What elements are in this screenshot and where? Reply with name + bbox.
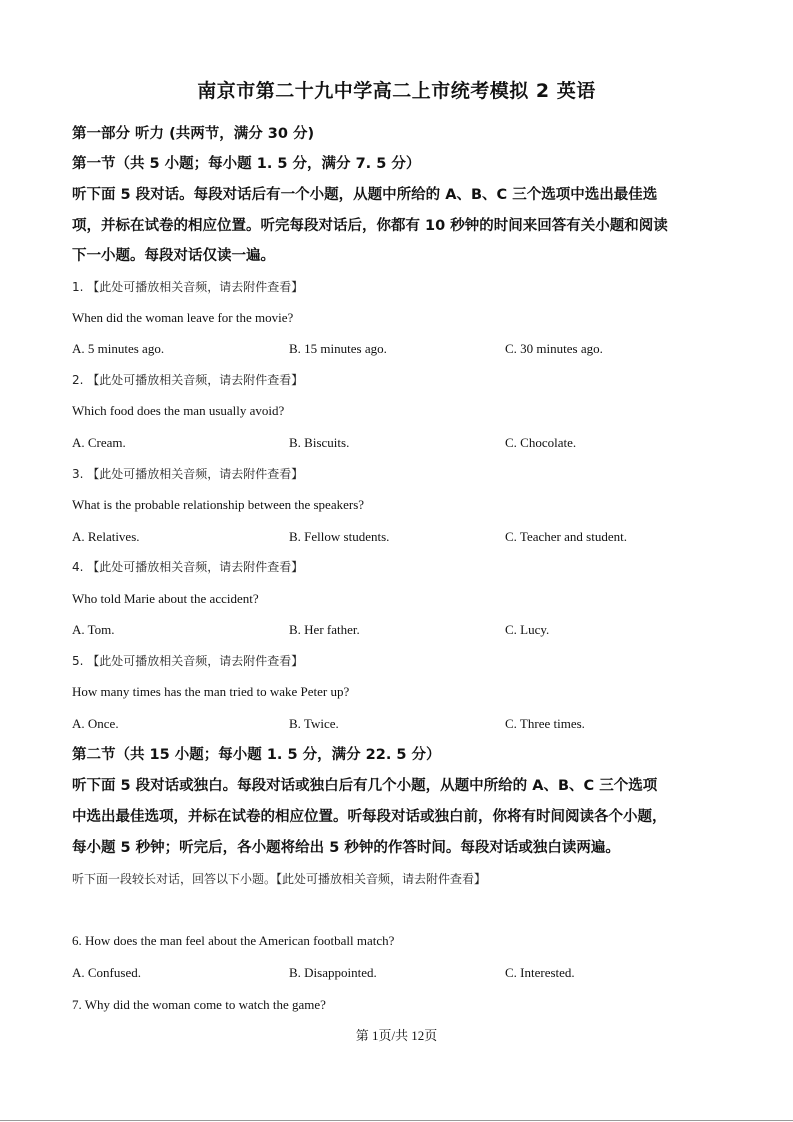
q4-option-b: B. Her father. [289, 622, 360, 637]
q6-option-c: C. Interested. [505, 965, 575, 980]
q2-text: Which food does the man usually avoid? [72, 403, 285, 418]
q4-option-c: C. Lucy. [505, 622, 550, 637]
q6-text: 6. How does the man feel about the American football match? [72, 933, 395, 948]
q3-audio-note: 3. 【此处可播放相关音频，请去附件查看】 [72, 467, 304, 481]
q7-text: 7. Why did the woman come to watch the game? [72, 997, 326, 1012]
q2-option-a: A. Cream. [72, 435, 126, 450]
q3-option-a: A. Relatives. [72, 529, 140, 544]
q5-text: How many times has the man tried to wake Peter up? [72, 684, 350, 699]
q3-option-b: B. Fellow students. [289, 529, 390, 544]
q6-option-a: A. Confused. [72, 965, 141, 980]
bottom-divider [0, 1120, 793, 1121]
section2-heading: 第二节（共 15 小题；每小题 1. 5 分，满分 22. 5 分） [72, 747, 441, 763]
q5-option-b: B. Twice. [289, 716, 339, 731]
section2-instruction-line-2: 中选出最佳选项，并标在试卷的相应位置。听每段对话或独白前，你将有时间阅读各个小题， [72, 809, 667, 825]
section1-heading: 第一节（共 5 小题；每小题 1. 5 分，满分 7. 5 分） [72, 156, 421, 172]
q6-option-b: B. Disappointed. [289, 965, 377, 980]
section2-instruction-line-3: 每小题 5 秒钟；听完后，各小题将给出 5 秒钟的作答时间。每段对话或独白读两遍。 [72, 840, 620, 856]
q2-option-c: C. Chocolate. [505, 435, 577, 450]
section1-instruction-line-3: 下一小题。每段对话仅读一遍。 [72, 248, 275, 264]
q1-option-b: B. 15 minutes ago. [289, 341, 387, 356]
q2-audio-note: 2. 【此处可播放相关音频，请去附件查看】 [72, 373, 304, 387]
page-footer: 第 1页/共 12页 [355, 1028, 438, 1043]
q3-option-c: C. Teacher and student. [505, 529, 627, 544]
section2-dialog-note: 听下面一段较长对话，回答以下小题。【此处可播放相关音频，请去附件查看】 [72, 872, 487, 886]
q1-option-a: A. 5 minutes ago. [72, 341, 165, 356]
q4-option-a: A. Tom. [72, 622, 115, 637]
q5-audio-note: 5. 【此处可播放相关音频，请去附件查看】 [72, 654, 304, 668]
q1-text: When did the woman leave for the movie? [72, 310, 294, 325]
section2-instruction-line-1: 听下面 5 段对话或独白。每段对话或独白后有几个小题，从题中所给的 A、B、C 三个选项 [72, 778, 658, 794]
page-title: 南京市第二十九中学高二上市统考模拟 2 英语 [197, 80, 596, 102]
q1-audio-note: 1. 【此处可播放相关音频，请去附件查看】 [72, 280, 304, 294]
q4-text: Who told Marie about the accident? [72, 591, 259, 606]
section1-instruction-line-2: 项，并标在试卷的相应位置。听完每段对话后，你都有 10 秒钟的时间来回答有关小题和阅读 [72, 218, 668, 234]
q2-option-b: B. Biscuits. [289, 435, 350, 450]
q4-audio-note: 4. 【此处可播放相关音频，请去附件查看】 [72, 560, 304, 574]
part1-heading: 第一部分 听力 (共两节，满分 30 分) [72, 126, 315, 142]
q1-option-c: C. 30 minutes ago. [505, 341, 603, 356]
q3-text: What is the probable relationship between the speakers? [72, 497, 365, 512]
q5-option-c: C. Three times. [505, 716, 585, 731]
q5-option-a: A. Once. [72, 716, 119, 731]
section1-instruction-line-1: 听下面 5 段对话。每段对话后有一个小题，从题中所给的 A、B、C 三个选项中选出最佳选 [72, 187, 658, 203]
